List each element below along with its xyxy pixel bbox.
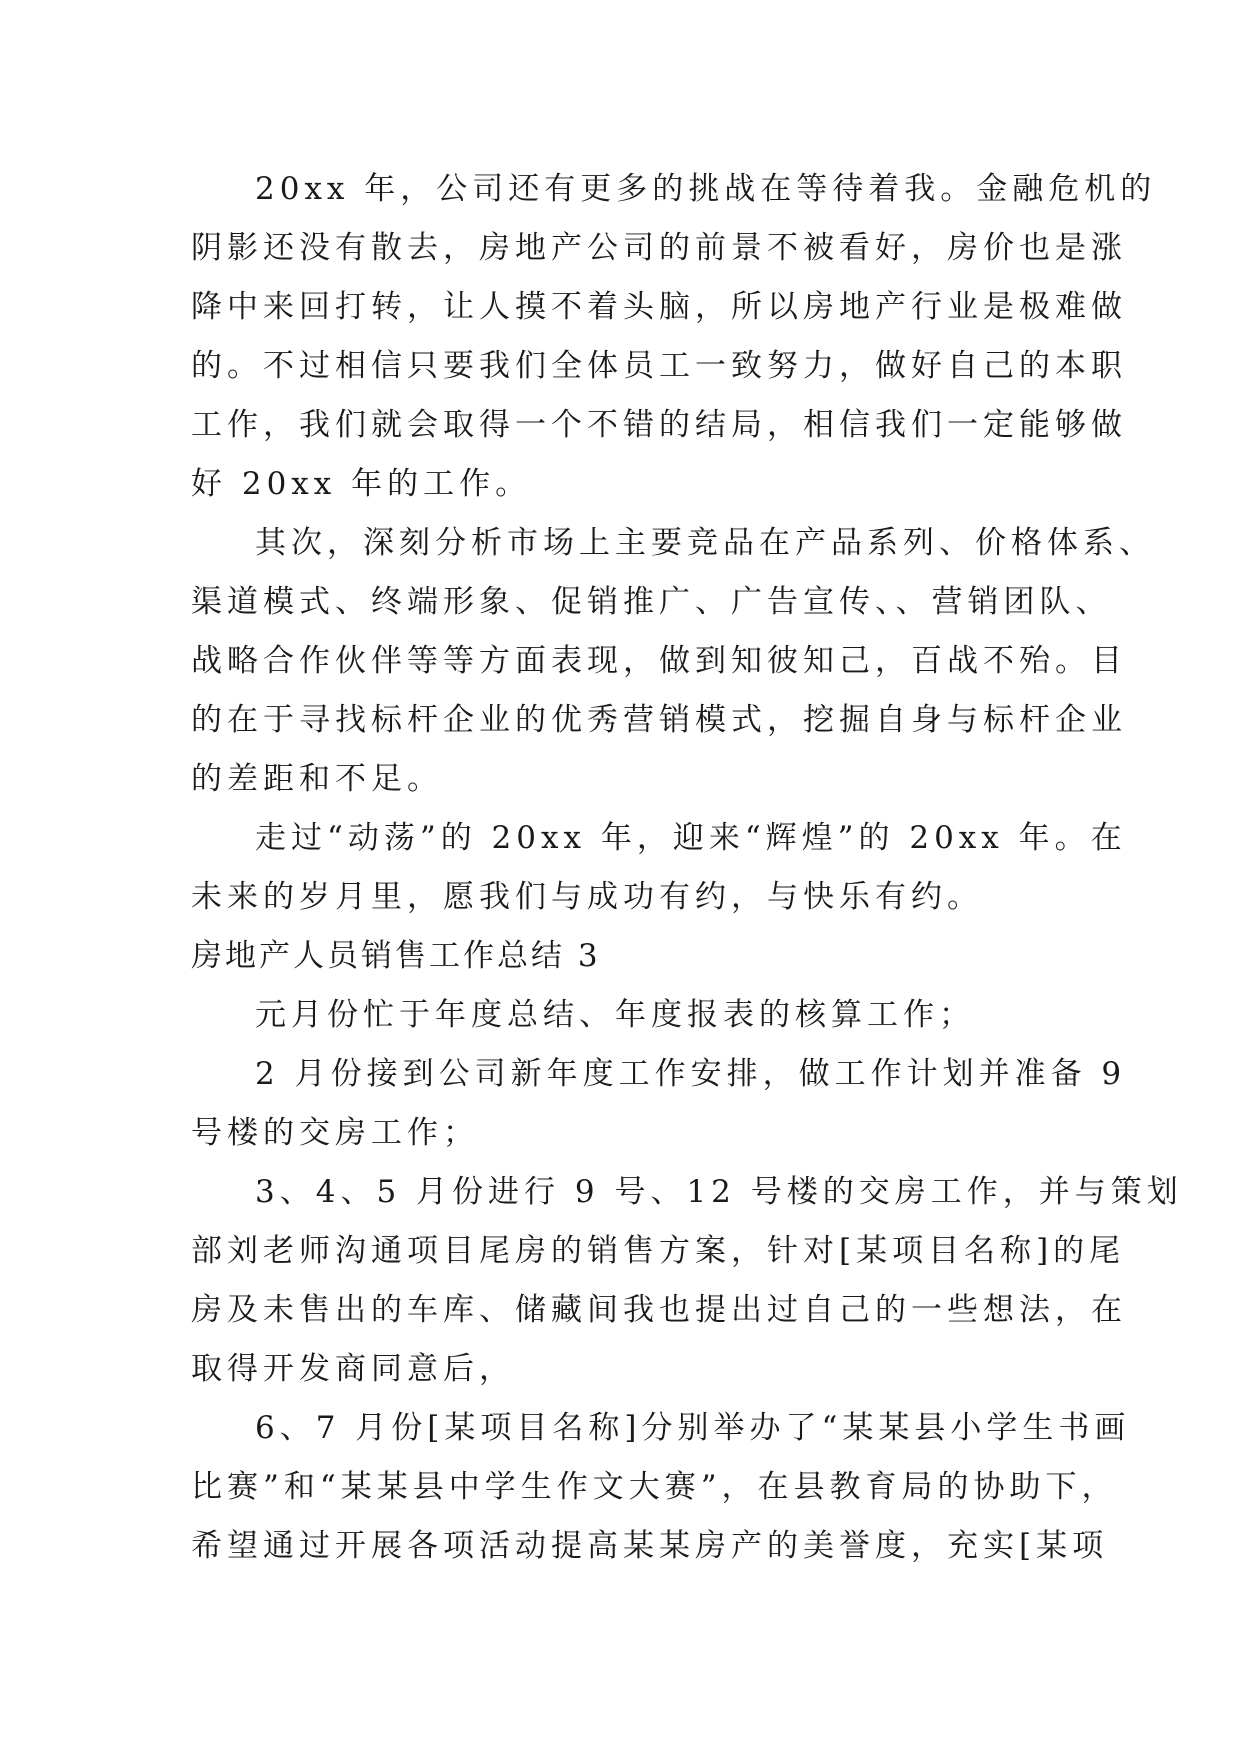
paragraph <box>191 986 1061 1045</box>
text-line: 2 月份接到公司新年度工作安排，做工作计划并准备 9 <box>255 1056 1127 1092</box>
text-line: 取得开发商同意后， <box>191 1351 515 1387</box>
text-line: 工作，我们就会取得一个不错的结局，相信我们一定能够做 <box>191 407 1127 443</box>
document-body <box>191 160 1183 1576</box>
text-line: 其次，深刻分析市场上主要竞品在产品系列、价格体系、 <box>255 525 1155 561</box>
text-line: 阴影还没有散去，房地产公司的前景不被看好，房价也是涨 <box>191 230 1127 266</box>
text-line: 好 20xx 年的工作。 <box>191 466 532 502</box>
section-heading <box>191 927 1061 986</box>
text-line: 部刘老师沟通项目尾房的销售方案，针对[某项目名称]的尾 <box>191 1233 1126 1269</box>
text-line: 比赛”和“某某县中学生作文大赛”，在县教育局的协助下， <box>191 1469 1118 1505</box>
text-line: 战略合作伙伴等等方面表现，做到知彼知己，百战不殆。目 <box>191 643 1127 679</box>
paragraph <box>191 809 1127 927</box>
text-line: 号楼的交房工作； <box>191 1115 479 1151</box>
paragraph <box>191 1045 1127 1163</box>
text-line: 希望通过开展各项活动提高某某房产的美誉度，充实[某项 <box>191 1528 1109 1564</box>
text-line: 降中来回打转，让人摸不着头脑，所以房地产行业是极难做 <box>191 289 1127 325</box>
text-line: 走过“动荡”的 20xx 年，迎来“辉煌”的 20xx 年。在 <box>255 820 1127 856</box>
text-line: 房及未售出的车库、储藏间我也提出过自己的一些想法，在 <box>191 1292 1127 1328</box>
text-line: 的在于寻找标杆企业的优秀营销模式，挖掘自身与标杆企业 <box>191 702 1127 738</box>
text-line: 20xx 年，公司还有更多的挑战在等待着我。金融危机的 <box>255 171 1157 207</box>
text-line: 的差距和不足。 <box>191 761 443 797</box>
text-line: 的。不过相信只要我们全体员工一致努力，做好自己的本职 <box>191 348 1127 384</box>
paragraph <box>191 160 1157 514</box>
text-line: 未来的岁月里，愿我们与成功有约，与快乐有约。 <box>191 879 983 915</box>
paragraph <box>191 1163 1183 1399</box>
paragraph <box>191 1399 1131 1576</box>
section-heading-text: 房地产人员销售工作总结 3 <box>191 938 601 974</box>
paragraph <box>191 514 1155 809</box>
text-line: 3、4、5 月份进行 9 号、12 号楼的交房工作，并与策划 <box>255 1174 1183 1210</box>
text-line: 渠道模式、终端形象、促销推广、广告宣传、、营销团队、 <box>191 584 1112 620</box>
text-line: 元月份忙于年度总结、年度报表的核算工作； <box>255 997 975 1033</box>
text-line: 6、7 月份[某项目名称]分别举办了“某某县小学生书画 <box>255 1410 1131 1446</box>
